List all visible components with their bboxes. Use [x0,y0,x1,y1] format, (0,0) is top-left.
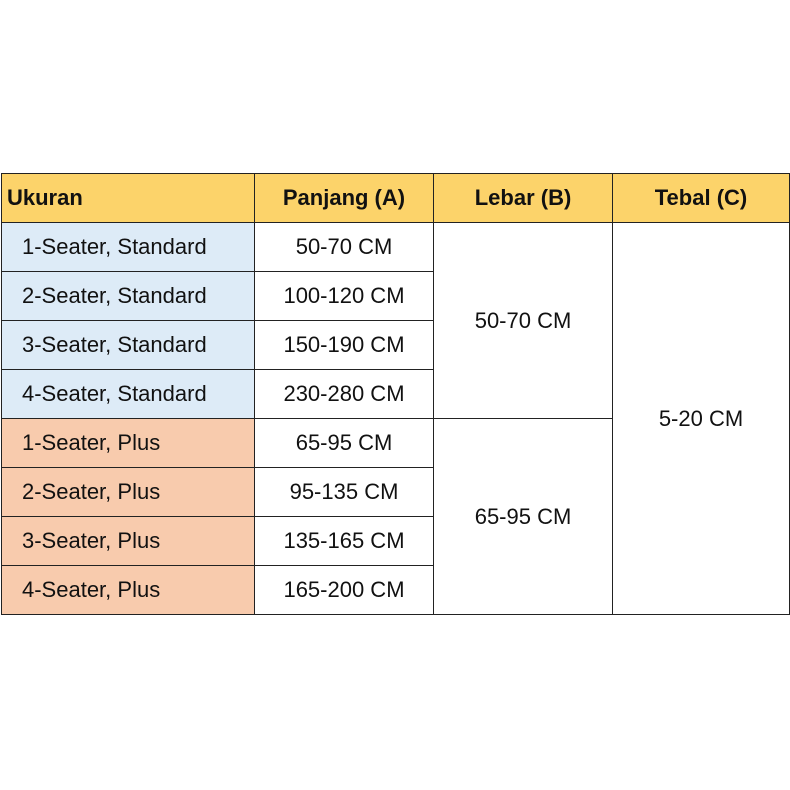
header-ukuran: Ukuran [2,174,255,223]
row-ukuran: 4-Seater, Standard [2,370,255,419]
row-panjang: 95-135 CM [255,468,434,517]
table-body [2,223,790,615]
row-ukuran: 2-Seater, Standard [2,272,255,321]
row-ukuran: 1-Seater, Plus [2,419,255,468]
row-panjang: 65-95 CM [255,419,434,468]
row-ukuran: 4-Seater, Plus [2,566,255,615]
row-panjang: 50-70 CM [255,223,434,272]
header-row [2,174,790,223]
header-tebal: Tebal (C) [613,174,790,223]
row-panjang: 230-280 CM [255,370,434,419]
row-ukuran: 1-Seater, Standard [2,223,255,272]
row-ukuran: 2-Seater, Plus [2,468,255,517]
row-panjang: 165-200 CM [255,566,434,615]
lebar-standard: 50-70 CM [434,223,613,419]
tebal-all: 5-20 CM [613,223,790,615]
row-panjang: 135-165 CM [255,517,434,566]
lebar-plus: 65-95 CM [434,419,613,615]
table-row [2,223,790,272]
row-panjang: 150-190 CM [255,321,434,370]
header-lebar: Lebar (B) [434,174,613,223]
header-panjang: Panjang (A) [255,174,434,223]
row-panjang: 100-120 CM [255,272,434,321]
row-ukuran: 3-Seater, Standard [2,321,255,370]
row-ukuran: 3-Seater, Plus [2,517,255,566]
size-chart-table [1,173,790,615]
table-header [2,174,790,223]
